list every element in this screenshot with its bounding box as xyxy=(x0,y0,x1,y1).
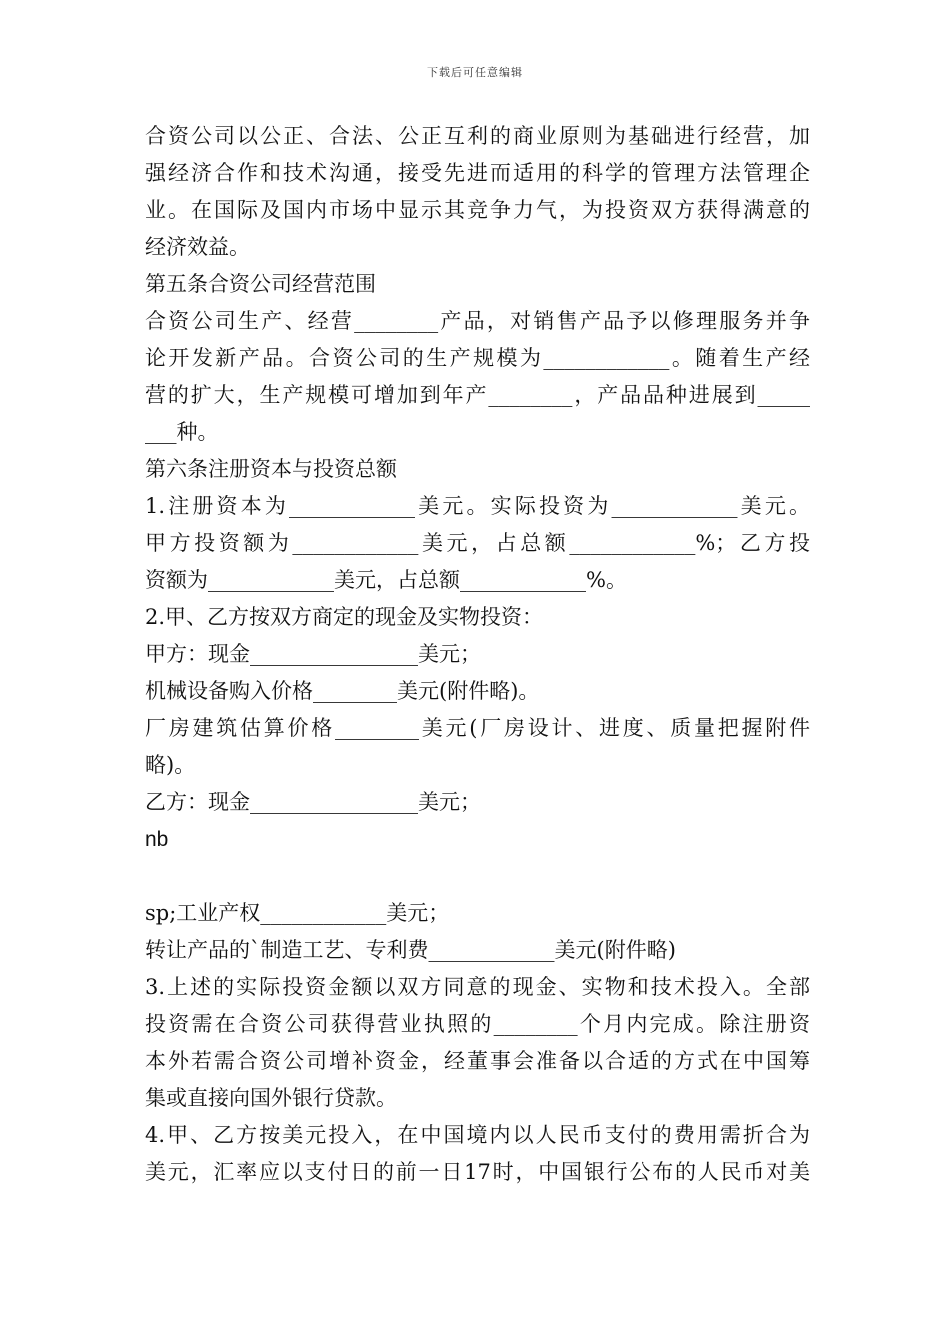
body-line-25: 投资需在合资公司获得营业执照的________个月内完成。除注册资 xyxy=(145,1012,810,1036)
body-line-23: 转让产品的`制造工艺、专利费____________美元(附件略) xyxy=(145,938,676,962)
body-line-26: 本外若需合资公司增补资金，经董事会准备以合适的方式在中国筹 xyxy=(145,1049,810,1073)
body-line-15: 甲方：现金________________美元； xyxy=(145,642,481,666)
body-line-12: 甲方投资额为____________美元，占总额____________%；乙方投 xyxy=(145,531,810,555)
section-heading-5: 第五条合资公司经营范围 xyxy=(145,272,376,296)
body-line-27: 集或直接向国外银行贷款。 xyxy=(145,1086,397,1110)
body-line-29: 美元，汇率应以支付日的前一日17时，中国银行公布的人民币对美 xyxy=(145,1160,810,1184)
body-line-1: 合资公司以公正、合法、公正互利的商业原则为基础进行经营，加 xyxy=(145,124,810,148)
body-line-24: 3.上述的实际投资金额以双方同意的现金、实物和技术投入。全部 xyxy=(145,975,810,999)
body-line-17: 厂房建筑估算价格________美元(厂房设计、进度、质量把握附件 xyxy=(145,716,810,740)
body-line-18: 略)。 xyxy=(145,753,196,777)
body-line-20: nb xyxy=(145,828,169,851)
body-line-14: 2.甲、乙方按双方商定的现金及实物投资： xyxy=(145,605,544,629)
body-line-16: 机械设备购入价格________美元(附件略)。 xyxy=(145,679,540,703)
body-line-2: 强经济合作和技术沟通，接受先进而适用的科学的管理方法管理企 xyxy=(145,161,810,185)
body-line-13: 资额为____________美元，占总额____________%。 xyxy=(145,568,627,592)
body-line-7: 论开发新产品。合资公司的生产规模为____________。随着生产经 xyxy=(145,346,810,370)
body-line-11: 1.注册资本为____________美元。实际投资为____________美元。 xyxy=(145,494,810,518)
body-line-22: sp;工业产权____________美元； xyxy=(145,901,450,925)
page-header-note: 下载后可任意编辑 xyxy=(427,66,523,79)
contract-body xyxy=(145,118,810,1191)
body-line-9: ___种。 xyxy=(145,420,219,444)
body-line-6: 合资公司生产、经营________产品，对销售产品予以修理服务并争 xyxy=(145,309,810,333)
body-line-28: 4.甲、乙方按美元投入，在中国境内以人民币支付的费用需折合为 xyxy=(145,1123,810,1147)
body-line-4: 经济效益。 xyxy=(145,235,250,259)
body-line-3: 业。在国际及国内市场中显示其竞争力气，为投资双方获得满意的 xyxy=(145,198,810,222)
body-line-19: 乙方：现金________________美元； xyxy=(145,790,481,814)
section-heading-6: 第六条注册资本与投资总额 xyxy=(145,457,397,481)
body-line-8: 营的扩大，生产规模可增加到年产________，产品品种进展到_____ xyxy=(145,383,810,407)
body-line-21 xyxy=(145,858,810,895)
